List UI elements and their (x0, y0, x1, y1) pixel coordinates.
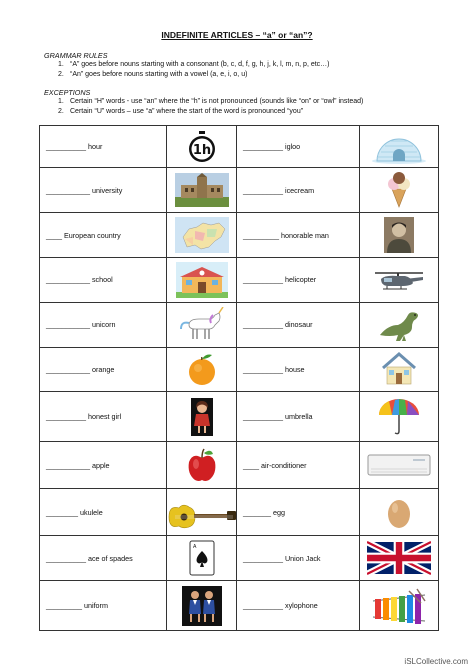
rule-text: “A” goes before nouns starting with a consonant (b, c, d, f, g, h, j, k, l, m, n, p, etc…) (70, 61, 330, 68)
worksheet-row (40, 392, 439, 442)
fill-in-blank[interactable]: ___________ unicorn (40, 302, 167, 347)
worksheet-row (40, 213, 439, 258)
worksheet-row (40, 257, 439, 302)
worksheet-row (40, 489, 439, 536)
girl-icon (191, 398, 213, 436)
fill-in-blank[interactable]: ___________ apple (40, 442, 167, 489)
fill-in-blank[interactable]: __________ house (237, 347, 360, 392)
fill-in-blank[interactable]: __________ ace of spades (40, 536, 167, 581)
fill-in-blank[interactable]: ____ air-conditioner (237, 442, 360, 489)
fill-in-blank[interactable]: _________ uniform (40, 581, 167, 631)
worksheet-row (40, 126, 439, 168)
footer-brand: iSLCollective.com (404, 657, 468, 666)
unicorn-icon (175, 307, 229, 343)
worksheet-row (40, 442, 439, 489)
igloo-icon (371, 130, 427, 164)
worksheet-row (40, 302, 439, 347)
xylophone-icon (369, 587, 429, 625)
fill-in-blank[interactable]: ___________ university (40, 168, 167, 213)
helicopter-icon (371, 265, 427, 295)
fill-in-blank[interactable]: _________ honorable man (237, 213, 360, 258)
fill-in-blank[interactable]: __________ igloo (237, 126, 360, 168)
dinosaur-icon (374, 307, 424, 343)
rule-text: Certain “U” words – use “a” where the start of the word is pronounced “you” (70, 108, 304, 115)
apple-icon (185, 446, 219, 484)
exception-rule-2 (58, 108, 448, 115)
grammar-rules-heading: GRAMMAR RULES (44, 51, 108, 60)
worksheet-row (40, 168, 439, 213)
grammar-rule-1 (58, 61, 448, 68)
orange-icon (186, 351, 218, 387)
svg-text:1h: 1h (192, 142, 211, 158)
fill-in-blank[interactable]: ____ European country (40, 213, 167, 258)
icecream-icon (384, 172, 414, 208)
worksheet-row (40, 536, 439, 581)
exception-rule-1 (58, 98, 448, 105)
stopwatch-1h-icon (185, 130, 219, 164)
rule-number: 1. (58, 98, 64, 105)
school-icon (176, 262, 228, 298)
rule-text: Certain “H” words - use “an” where the “h” is not pronounced (sounds like “on” or “owl” instead) (70, 98, 364, 105)
fill-in-blank[interactable]: __________ helicopter (237, 257, 360, 302)
exceptions-heading: EXCEPTIONS (44, 88, 91, 97)
rule-number: 1. (58, 61, 64, 68)
page-title: INDEFINITE ARTICLES – “a” or “an”? (161, 30, 313, 40)
fill-in-blank[interactable]: __________ honest girl (40, 392, 167, 442)
man-portrait-icon (384, 217, 414, 253)
fill-in-blank[interactable]: ________ ukulele (40, 489, 167, 536)
union-jack-icon (367, 541, 431, 575)
europe-map-icon (175, 217, 229, 253)
fill-in-blank[interactable]: __________ icecream (237, 168, 360, 213)
umbrella-icon (377, 397, 421, 437)
fill-in-blank[interactable]: __________ dinosaur (237, 302, 360, 347)
grammar-rule-2 (58, 71, 448, 78)
fill-in-blank[interactable]: __________ xylophone (237, 581, 360, 631)
ace-of-spades-icon (189, 540, 215, 576)
worksheet-row (40, 581, 439, 631)
house-icon (379, 351, 419, 387)
fill-in-blank[interactable]: __________ Union Jack (237, 536, 360, 581)
fill-in-blank[interactable]: _______ egg (237, 489, 360, 536)
fill-in-blank[interactable]: __________ umbrella (237, 392, 360, 442)
rule-number: 2. (58, 108, 64, 115)
egg-icon (384, 493, 414, 531)
fill-in-blank[interactable]: ___________ school (40, 257, 167, 302)
rule-number: 2. (58, 71, 64, 78)
worksheet-row (40, 347, 439, 392)
worksheet-table (39, 125, 439, 631)
fill-in-blank[interactable]: ___________ orange (40, 347, 167, 392)
fill-in-blank[interactable]: __________ hour (40, 126, 167, 168)
air-conditioner-icon (367, 452, 431, 478)
rule-text: “An” goes before nouns starting with a vowel (a, e, i, o, u) (70, 71, 248, 78)
ukulele-icon (167, 495, 237, 529)
school-uniform-icon (182, 586, 222, 626)
svg-text:A: A (192, 544, 196, 551)
university-building-icon (175, 173, 229, 207)
